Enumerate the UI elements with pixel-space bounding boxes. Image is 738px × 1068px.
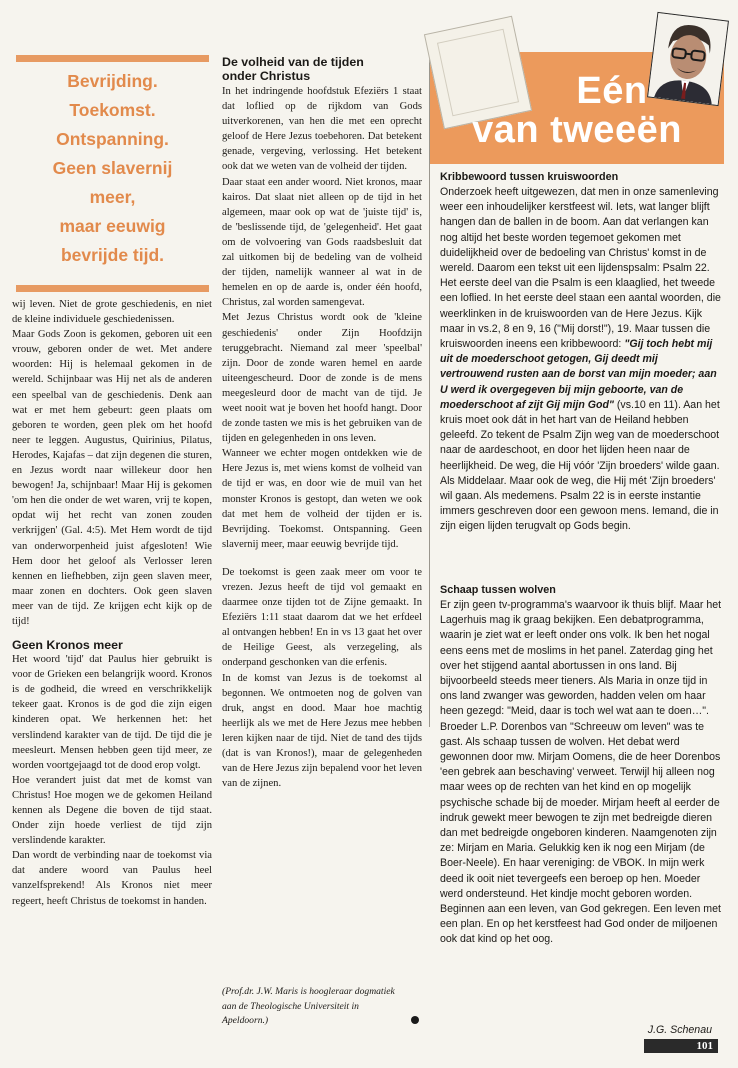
- paragraph: De toekomst is geen zaak meer om voor te vrezen. Jezus heeft de tijd vol gemaakt en daarmee onze tijden tot de Zijne gemaakt. In Efeziërs 1:11 staat daarom dat we het erfdeel al ontvangen hebben! En in vs 13 gaat het over de Heilige Geest, als verzegeling, als onderpand geschonken van die erfenis.: [222, 566, 422, 669]
- feature-title-line: van tweeën: [472, 109, 682, 151]
- heading-line: onder Christus: [222, 69, 311, 83]
- column-3-section-1: [440, 185, 722, 535]
- page-number-bar: [644, 1039, 718, 1053]
- column-1-body: [12, 297, 212, 909]
- section-heading-kribbewoord: Kribbewoord tussen kruiswoorden: [440, 171, 619, 183]
- paragraph: Maar Gods Zoon is gekomen, geboren uit een vrouw, geboren onder de wet. Met andere woorden: Hij is helemaal gekomen in de wereld. Schijnbaar was Hij net als de anderen een speelbal van de geschiedenis. Denk aan wat er met hem gebeurt: geen plaats om geboren te worden, geen plek om het hoofd neer te leggen. Augustus, Quirinius, Pilatus, Herodes, Kajafas – dat zijn degenen die sturen, en Jezus wordt naar willekeur door hen bewogen! Ja, schijnbaar! Maar Hij is gekomen 'om hen die onder de wet waren, vrij te kopen, opdat wij het recht van zonen zouden verkrijgen' (Gal. 4:5). Met Hem wordt de tijd van onderworpenheid juist afgesloten! Wie Hem door het geloof als Verlosser leren kennen en liefhebben, zijn geen slaven meer, maar zonen en dochters. Ook geen slaven meer van de tijd. Ze krijgen echt kijk op de tijd!: [12, 329, 212, 627]
- pull-quote-rule-top: [16, 55, 209, 62]
- heading-line: De volheid van de tijden: [222, 55, 364, 69]
- paragraph: In de komst van Jezus is de toekomst al begonnen. We ontmoeten nog de golven van druk, angst en dood. Maar hoe machtig heerlijk als we met de Here Jezus mee hebben leren kijken naar de tijd. Niet de tand des tijds (dat is van Kronos!), maar de gelegenheden van de Here Jezus zijn bepalend voor het leven van de zijnen.: [222, 672, 422, 790]
- author-footnote: [222, 985, 417, 1029]
- paragraph: Dan wordt de verbinding naar de toekomst via dat andere woord van Paulus heel vanzelfsprekend! Als Kronos niet meer regeert, heeft Christus de toekomst in handen.: [12, 850, 212, 907]
- column-2-heading: [222, 55, 422, 83]
- pull-quote-line: Ontspanning.: [56, 129, 169, 149]
- feature-title: [430, 72, 724, 150]
- pull-quote-line: Bevrijding.: [67, 71, 158, 91]
- paragraph: In het indringende hoofdstuk Efeziërs 1 staat dat loflied op de rijkdom van Gods uitverkorenen, van hen die met een oprecht geloof de Here Jezus toebehoren. Dat betekent genade, vergeving, verlossing. Het betekent ook dat we weten van de volheid der tijden.: [222, 86, 422, 173]
- signature: J.G. Schenau: [647, 1024, 712, 1036]
- section-heading-kronos: Geen Kronos meer: [12, 638, 123, 653]
- page-number: 101: [696, 1040, 713, 1052]
- paragraph: Hoe verandert juist dat met de komst van Christus! Hoe mogen we de gekomen Heiland kennen als Degene die boven de tijd staat. Onder zijn hoede verliest de tijd zijn verslindende karakter.: [12, 774, 212, 847]
- paragraph: Er zijn geen tv-programma's waarvoor ik thuis blijf. Maar het Lagerhuis mag ik graag bekijken. Een debatprogramma, waarin je ziet wat er leeft onder ons volk. Ik ben het nogal eens eens met de moslims in het panel. Zaterdag ging het over het stijgend aantal abortussen in ons land. Bij bijvoorbeeld steeds meer tieners. Als Maria in onze tijd in ons land zwanger was geworden, hadden velen om haar heen gezegd: "Meid, daar is toch wel wat aan te doen…". Broeder L.P. Dorenbos van "Schreeuw om leven" was te gast. Als schaap tussen de wolven. Het debat werd gewonnen door mw. Mirjam Oomens, die de heer Dorenbos 'een gebrek aan beschaving' verweet. Terwijl hij alleen nog maar wees op de rechten van het kind en op mogelijk psychische schade bij de moeder. Mirjam heeft al eerder de indruk gewekt meer bewogen te zijn met bedreigde dieren dan met bedreigde ongeboren kinderen. Naamgenoten zijn ze: Mirjam en Maria. Gelukkig ken ik nog een Mirjam (de Boer-Neele). En haar vereniging: de VBOK. In mijn werk deed ik ooit niet tevergeefs een beroep op hen. Moeder werd ondersteund. Het kindje mocht geboren worden. Beginnen aan een leven, van God gekregen. Een leven met een plan. En op het kerstfeest had God onder de miljoenen ook dat kind op het oog.: [440, 599, 722, 946]
- paragraph: Met Jezus Christus wordt ook de 'kleine geschiedenis' onder Zijn Hoofdzijn teruggebracht. Niemand zal meer 'speelbal' zijn. Door de zonde waren hemel en aarde uiteengescheurd. Door de zonde is de mens meegesleurd door de macht van de tijd. Je weet nooit wat je boven het hoofd hangt. Door de zonde tasten we mis is het gebruiken van de tijden en gelegenheden in ons leven.: [222, 312, 422, 445]
- paragraph: Daar staat een ander woord. Niet kronos, maar kairos. Dat slaat niet alleen op de tijd in het algemeen, maar ook op wat de 'juiste tijd' is, de 'beslissende tijd, de 'gelegenheid'. Het gaat om de volvoering van Gods raadsbesluit dat zal uitkomen bij de bedeling van de volheid der tijden, namelijk wanneer al wat in de hemelen en op de aarde is, onder één hoofd, Christus, zal worden samengevat.: [222, 176, 422, 309]
- column-3-section-2: [440, 598, 722, 948]
- column-2-body: [222, 84, 422, 791]
- pull-quote-line: maar eeuwig: [59, 216, 166, 236]
- footnote-line: (Prof.dr. J.W. Maris is hoogleraar dogmatiek: [222, 986, 395, 997]
- pull-quote-rule-bottom: [16, 285, 209, 292]
- paragraph-text: Onderzoek heeft uitgewezen, dat men in onze samenleving weer een inhoudelijker kerstfeest wil. Iets, wat langer blijft hangen dan de ballen in de boom. Aan dat verlangen kan nog altijd het beste worden tegemoet gekomen met duidelijkheid over de bedoeling van Christus' komst in de wereld. Daarom een tekst uit een lijdenspsalm: Psalm 22. Het eerste deel van die Psalm is een klaaglied, het tweede een loflied. In het eerste deel staan een aantal woorden, die weerklinken in de kruiswoorden van de Here Jezus. Kijk maar in vs.2, 8 en 9, 16 ("Mij dorst!"), 19. Maar tussen die kruiswoorden ineens een kribbewoord:: [440, 186, 721, 351]
- paragraph: [440, 185, 722, 535]
- pull-quote-line: Toekomst.: [69, 100, 156, 120]
- paragraph: wij leven. Niet de grote geschiedenis, en niet de kleine individuele geschiedenissen.: [12, 299, 212, 326]
- pull-quote: [16, 67, 209, 270]
- pull-quote-line: Geen slavernij: [52, 158, 173, 178]
- pull-quote-line: meer,: [89, 187, 136, 207]
- pull-quote-line: bevrijde tijd.: [60, 245, 165, 265]
- paragraph-text: (vs.10 en 11). Aan het kruis moet ook dát in het hart van de Heiland hebben geleefd. Zo tekent de Psalm Zijn weg van de moederschoot naar de aardeschoot, en door het lijden heen naar de heerlijkheid. De weg, die Hij vóór 'Zijn broeders' wilde gaan. Als Middelaar. Maar ook de weg, die Hij mét 'Zijn broeders' wil gaan. Als medemens. Psalm 22 is in eerste instantie immers geschreven door een gewoon mens. Iemand, die in zijn eigen lijden terugvalt op Gods begin.: [440, 398, 720, 533]
- paragraph: Het woord 'tijd' dat Paulus hier gebruikt is voor de Grieken een belangrijk woord. Kronos is de godheid, die wreed en verschrikkelijk tekeer gaat. Kronos is de god die zijn eigen kinderen opat. We herkennen het: het verslindend karakter van de tijd. De tijd die je meesleurt. Mensen hebben geen tijd meer, ze worden voortgejaagd tot de dood erop volgt.: [12, 654, 212, 771]
- footnote-line: Apeldoorn.): [222, 1015, 269, 1026]
- end-bullet: [411, 1016, 419, 1024]
- feature-title-line: Eén: [576, 70, 648, 112]
- footnote-line: aan de Theologische Universiteit in: [222, 1000, 359, 1012]
- section-heading-schaap: Schaap tussen wolven: [440, 584, 556, 596]
- psalm-quote: "Gij toch hebt mij uit de moederschoot getogen, Gij deedt mij vertrouwend rusten aan de borst van mijn moeder; aan U werd ik overgegeven bij mijn geboorte, van de moederschoot af zijt Gij mijn God": [440, 338, 717, 411]
- paragraph: Wanneer we echter mogen ontdekken wie de Here Jezus is, met wiens komst de volheid van de tijd er was, en door wie de muil van het monster Kronos is gestopt, dan weten we ook dat met hem de volheid der tijden er is. Bevrijding. Toekomst. Ontspanning. Geen slavernij meer, maar eeuwig bevrijde tijd.: [222, 448, 422, 550]
